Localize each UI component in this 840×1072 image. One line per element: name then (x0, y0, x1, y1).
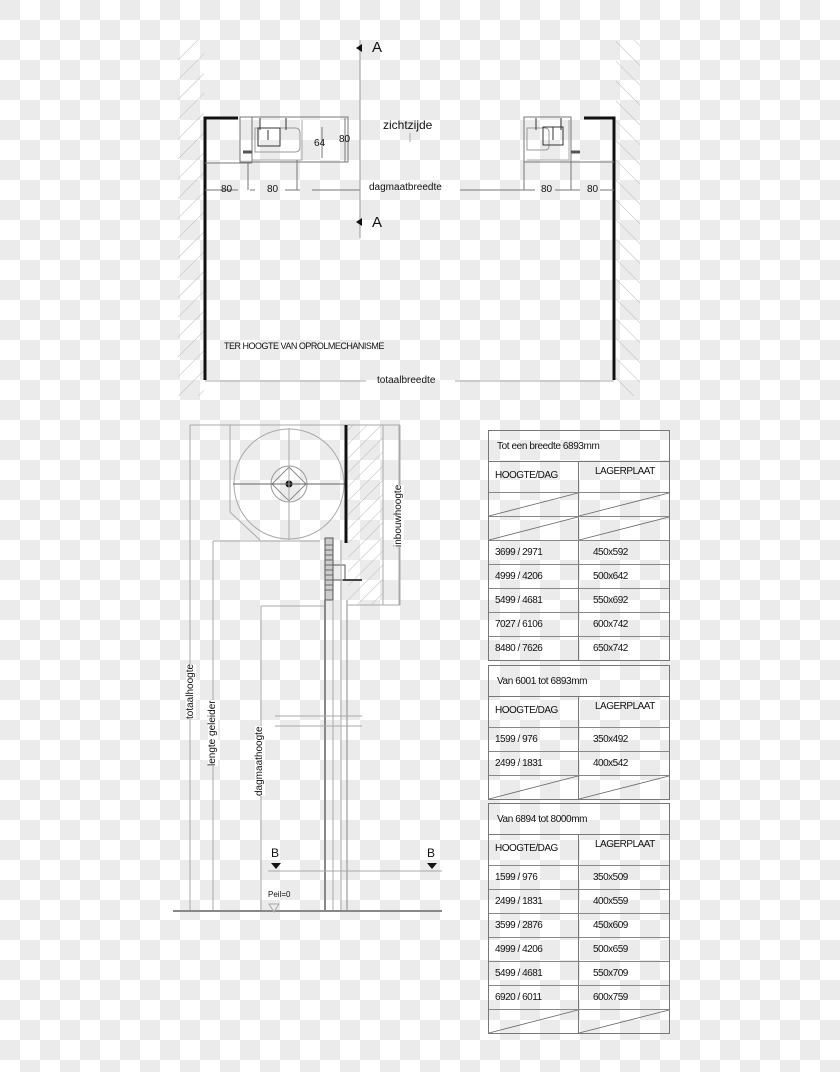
right-wall-hatch (616, 40, 640, 396)
height-cell: 1599 / 976 (495, 872, 538, 883)
table-row (489, 541, 669, 565)
plate-cell: 550x709 (578, 962, 669, 985)
left-wall-hatch (178, 40, 204, 396)
section-marker-b-right: B (427, 846, 436, 860)
empty-cell (489, 517, 578, 540)
table-title: Van 6001 tot 6893mm (489, 666, 669, 697)
plate-cell: 550x692 (578, 589, 669, 612)
height-cell: 1599 / 976 (495, 734, 538, 745)
table-row-empty (489, 517, 669, 541)
table-row (489, 637, 669, 660)
section-arrow-a-bottom (356, 218, 362, 226)
height-cell: 6920 / 6011 (495, 992, 542, 1003)
empty-cell (489, 776, 578, 799)
header-plate-cell: LAGERPLAAT (578, 835, 669, 865)
empty-cell (578, 776, 669, 799)
total-height-label: totaalhoogte (185, 663, 196, 719)
header-plate-cell: LAGERPLAAT (578, 697, 669, 727)
section-marker-b-left: B (271, 846, 280, 860)
section-arrow-a-top (356, 44, 362, 52)
empty-cell (578, 493, 669, 516)
visible-side-label: zichtzijde (383, 118, 433, 132)
table-row (489, 986, 669, 1010)
plate-cell: 450x592 (578, 541, 669, 564)
height-cell: 5499 / 4681 (495, 595, 543, 606)
plate-cell: 600x742 (578, 613, 669, 636)
empty-cell (578, 517, 669, 540)
plate-cell: 650x742 (578, 637, 669, 660)
bearing-plate-table-1 (488, 430, 670, 661)
bearing-plate-table-3 (488, 803, 670, 1034)
height-cell: 7027 / 6106 (495, 619, 543, 630)
bearing-plate-table-2 (488, 665, 670, 800)
height-cell: 4999 / 4206 (495, 944, 543, 955)
table-row (489, 938, 669, 962)
table-row (489, 752, 669, 776)
table-row (489, 589, 669, 613)
height-cell: 5499 / 4681 (495, 968, 543, 979)
table-header-row (489, 697, 669, 728)
install-height-label: inbouwhoogte (393, 484, 404, 547)
header-height-cell: HOOGTE/DAG (495, 705, 558, 716)
height-cell: 3699 / 2971 (495, 547, 543, 558)
table-title: Tot een breedte 6893mm (489, 431, 669, 462)
section-marker-a-bottom: A (372, 214, 383, 231)
plate-cell: 400x542 (578, 752, 669, 775)
dim-right-80-a: 80 (541, 184, 553, 195)
dim-left-80-b: 80 (267, 184, 279, 195)
table-row (489, 728, 669, 752)
table-row (489, 962, 669, 986)
height-cell: 4999 / 4206 (495, 571, 543, 582)
header-plate-cell: LAGERPLAAT (578, 462, 669, 492)
header-height-cell: HOOGTE/DAG (495, 843, 558, 854)
plate-cell: 450x609 (578, 914, 669, 937)
table-title: Van 6894 tot 8000mm (489, 804, 669, 835)
dim-left-80-a: 80 (221, 184, 233, 195)
header-height-cell: HOOGTE/DAG (495, 470, 558, 481)
height-cell: 8480 / 7626 (495, 643, 543, 654)
height-cell: 2499 / 1831 (495, 896, 543, 907)
mechanism-height-note: TER HOOGTE VAN OPROLMECHANISME (224, 341, 384, 351)
table-row-empty (489, 1010, 669, 1033)
dim-right-80-b: 80 (587, 184, 599, 195)
dim-64: 64 (314, 138, 326, 149)
clear-width-label: dagmaatbreedte (369, 182, 442, 193)
table-header-row (489, 835, 669, 866)
table-row (489, 914, 669, 938)
table-row-empty (489, 493, 669, 517)
height-cell: 2499 / 1831 (495, 758, 543, 769)
table-row (489, 890, 669, 914)
plate-cell: 400x559 (578, 890, 669, 913)
table-row-empty (489, 776, 669, 799)
total-width-label: totaalbreedte (377, 375, 436, 386)
section-marker-a-top: A (372, 39, 383, 56)
guide-length-label: lengte geleider (207, 700, 218, 766)
table-row (489, 565, 669, 589)
table-row (489, 613, 669, 637)
empty-cell (489, 493, 578, 516)
dim-80-vertical: 80 (339, 134, 351, 145)
table-row (489, 866, 669, 890)
clear-height-label: dagmaathoogte (254, 726, 265, 796)
plate-cell: 350x509 (578, 866, 669, 889)
right-frame (584, 118, 614, 380)
floor-level-label: Peil=0 (268, 890, 291, 899)
plate-cell: 500x642 (578, 565, 669, 588)
plate-cell: 350x492 (578, 728, 669, 751)
empty-cell (578, 1010, 669, 1033)
table-header-row (489, 462, 669, 493)
empty-cell (489, 1010, 578, 1033)
height-cell: 3599 / 2876 (495, 920, 543, 931)
plate-cell: 600x759 (578, 986, 669, 1009)
plate-cell: 500x659 (578, 938, 669, 961)
